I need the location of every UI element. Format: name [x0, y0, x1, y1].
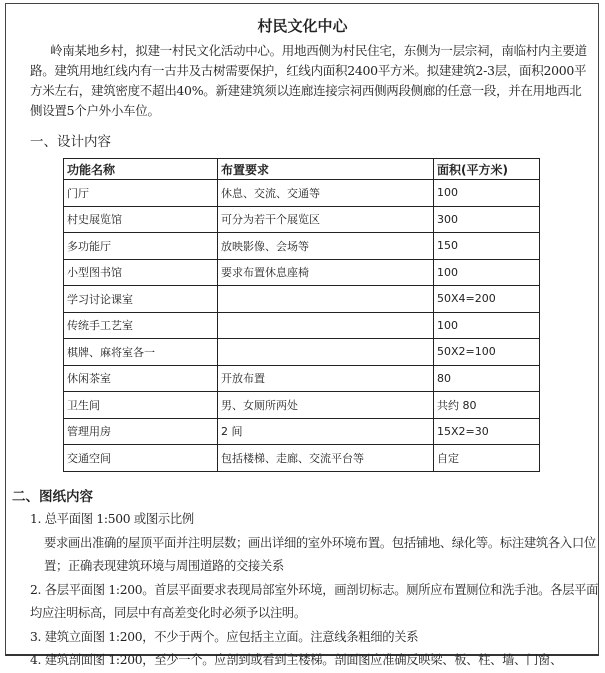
section-heading-drawings: 二、图纸内容 [12, 489, 93, 505]
table-row [64, 286, 540, 313]
intro-paragraph: 岭南某地乡村，拟建一村民文化活动中心。用地西侧为村民住宅，东侧为一层宗祠，南临村内主要道路。建筑用地红线内有一古井及古树需要保护，红线内面积2400平方米。拟建建筑2-3层，面积2000平方米左右，建筑密度不超出40%。新建建筑须以连廊连接宗祠西侧两段侧廊的任意一段，并在用地西北侧设置5个户外小车位。 [30, 43, 587, 118]
table-row [64, 418, 540, 445]
cell-area: 150 [434, 233, 540, 260]
table-row [64, 206, 540, 233]
table-row [64, 312, 540, 339]
item-2: 2. 各层平面图 1:200。首层平面要求表现局部室外环境，画剖切标志。厕所应布置厕位和洗手池。各层平面均应注明标高，同层中有高差变化时必须予以注明。 [30, 582, 599, 620]
header-function: 功能名称 [64, 159, 218, 180]
cell-function: 传统手工艺室 [64, 312, 218, 339]
cell-requirement: 休息、交流、交通等 [218, 180, 434, 207]
cell-area: 100 [434, 312, 540, 339]
cell-function: 小型图书馆 [64, 259, 218, 286]
item-3: 3. 建筑立面图 1:200，不少于两个。应包括主立面。注意线条粗细的关系 [30, 629, 419, 644]
table-header-row [64, 159, 540, 180]
table-row [64, 233, 540, 260]
cell-area: 50X4=200 [434, 286, 540, 313]
cell-requirement: 开放布置 [218, 365, 434, 392]
drawing-requirements [30, 508, 600, 673]
cell-requirement: 放映影像、会场等 [218, 233, 434, 260]
header-area: 面积(平方米) [434, 159, 540, 180]
cell-function: 棋牌、麻将室各一 [64, 339, 218, 366]
cell-function: 休闲茶室 [64, 365, 218, 392]
cell-requirement [218, 286, 434, 313]
program-table [63, 158, 540, 472]
table-row [64, 339, 540, 366]
cell-area: 300 [434, 206, 540, 233]
cell-function: 村史展览馆 [64, 206, 218, 233]
table-row [64, 365, 540, 392]
cell-function: 多功能厅 [64, 233, 218, 260]
cell-requirement: 男、女厕所两处 [218, 392, 434, 419]
item-4: 4. 建筑剖面图 1:200，至少一个。应剖到或看到主楼梯。剖面图应准确反映梁、板、柱、墙、门窗、 [30, 653, 563, 667]
item-1-detail: 要求画出准确的屋顶平面并注明层数；画出详细的室外环境布置。包括铺地、绿化等。标注建筑各入口位置；正确表现建筑环境与周围道路的交接关系 [44, 535, 596, 573]
cell-area: 50X2=100 [434, 339, 540, 366]
cell-requirement [218, 312, 434, 339]
cell-function: 学习讨论课室 [64, 286, 218, 313]
cell-function: 门厅 [64, 180, 218, 207]
cell-requirement: 要求布置休息座椅 [218, 259, 434, 286]
cell-requirement [218, 339, 434, 366]
table-row [64, 445, 540, 472]
cell-function: 交通空间 [64, 445, 218, 472]
cell-area: 自定 [434, 445, 540, 472]
cell-requirement: 可分为若干个展览区 [218, 206, 434, 233]
document-title: 村民文化中心 [257, 17, 348, 35]
cell-function: 卫生间 [64, 392, 218, 419]
cell-area: 100 [434, 259, 540, 286]
table-row [64, 259, 540, 286]
cell-area: 共约 80 [434, 392, 540, 419]
table-row [64, 392, 540, 419]
cell-requirement: 2 间 [218, 418, 434, 445]
cell-area: 100 [434, 180, 540, 207]
cell-area: 80 [434, 365, 540, 392]
cell-function: 管理用房 [64, 418, 218, 445]
header-requirement: 布置要求 [218, 159, 434, 180]
cell-area: 15X2=30 [434, 418, 540, 445]
section-heading-design: 一、设计内容 [30, 134, 111, 150]
item-1: 1. 总平面图 1:500 或图示比例 [30, 512, 194, 526]
table-row [64, 180, 540, 207]
cell-requirement: 包括楼梯、走廊、交流平台等 [218, 445, 434, 472]
